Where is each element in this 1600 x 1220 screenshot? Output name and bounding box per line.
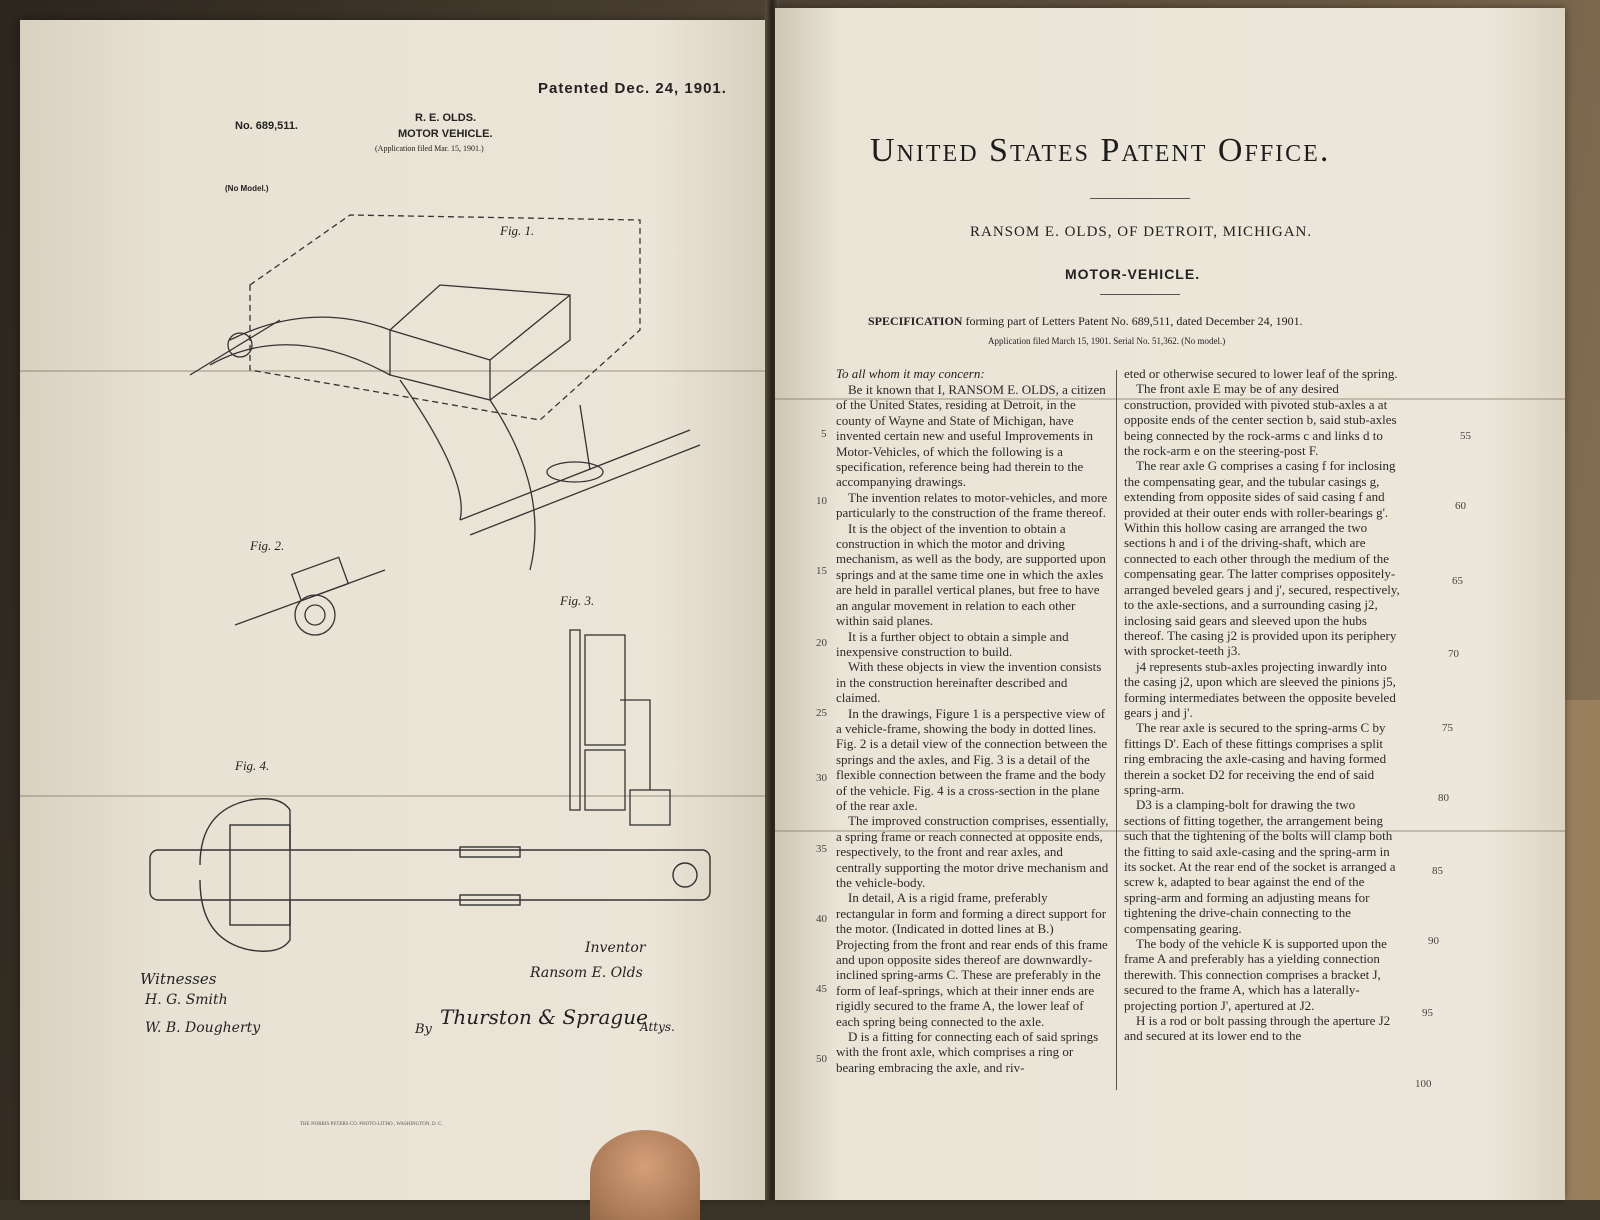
application-note: (Application filed Mar. 15, 1901.) (375, 144, 484, 153)
specification-line (868, 314, 1303, 329)
fig3-label: Fig. 3. (560, 593, 595, 608)
line-number: 55 (1460, 430, 1471, 442)
salutation: To all whom it may concern: (836, 366, 985, 381)
line-number: 65 (1452, 575, 1463, 587)
line-number: 70 (1448, 648, 1459, 660)
spec-paragraph: j4 represents stub-axles projecting inwardly into the casing j2, upon which are sleeved the pinions j5, forming intermediates between the opposite beveled gears j and j'. (1124, 658, 1396, 720)
spec-paragraph: The rear axle G comprises a casing f for inclosing the compensating gear, and the tubular casings g, extending from opposite sides of said casing f and provided at their outer ends with roller-bearings g'. Within this hollow casing are arranged the two sections h and i of the driving-shaft, which are connected to each other through the medium of the compensating gear. The latter comprises oppositely-arranged beveled gears j and j', secured, respectively, to the axle-sections, and a surrounding casing j2, inclosing said gears and sleeved upon the hubs thereof. The casing j2 is provided upon its periphery with sprocket-teeth j3. (1124, 458, 1400, 659)
line-number: 45 (816, 983, 827, 995)
line-number: 100 (1415, 1078, 1432, 1090)
witness-signature-1: H. G. Smith (145, 992, 228, 1008)
spec-lead: SPECIFICATION (868, 314, 963, 328)
spec-paragraph: The body of the vehicle K is supported upon the frame A and preferably has a yielding connection therewith. This connection comprises a bracket J, secured to the frame A, which has a laterally-projecting portion J', apertured at J2. (1124, 936, 1387, 1013)
line-number: 15 (816, 565, 827, 577)
line-number: 10 (816, 495, 827, 507)
spec-paragraph: eted or otherwise secured to lower leaf of the spring. (1124, 366, 1398, 381)
fig2-label: Fig. 2. (250, 538, 285, 553)
thumb (590, 1130, 700, 1220)
line-number: 35 (816, 843, 827, 855)
spec-paragraph: The front axle E may be of any desired construction, provided with pivoted stub-axles a at opposite ends of the center section b, said stub-axles being connected by the rock-arms c and links d to the rock-arm e on the steering-post F. (1124, 381, 1397, 459)
line-number: 95 (1422, 1007, 1433, 1019)
spec-paragraph: In detail, A is a rigid frame, preferably rectangular in form and forming a direct support for the motor. (Indicated in dotted lines at B.) Projecting from the front and rear ends of this frame and upon opposite sides thereof are downwardly-inclined spring-arms C. These are preferably in the form of leaf-springs, which at their inner ends are rigidly secured to the frame A, the lower leaf of each spring being connected to the axle. (836, 890, 1108, 1029)
invention-title: MOTOR-VEHICLE. (1065, 266, 1201, 282)
line-number: 30 (816, 772, 827, 784)
spec-paragraph: Be it known that I, RANSOM E. OLDS, a citizen of the United States, residing at Detroit, in the county of Wayne and State of Michigan, have invented certain new and useful Improvements in Motor-Vehicles, of which the following is a specification, reference being had therein to the accompanying drawings. (836, 382, 1106, 490)
model-note: (No Model.) (225, 184, 269, 193)
patent-number: No. 689,511. (235, 120, 298, 132)
attorney-suffix: Attys. (640, 1020, 675, 1034)
spec-paragraph: In the drawings, Figure 1 is a perspective view of a vehicle-frame, showing the body in dotted lines. Fig. 2 is a detail view of the connection between the springs and the axles, and Fig. 3 is a detail of the flexible connection between the frame and the body of the vehicle. Fig. 4 is a cross-section in the plane of the rear axle. (836, 705, 1108, 813)
fig1-label: Fig. 1. (500, 223, 535, 238)
line-number: 5 (821, 428, 827, 440)
line-number: 25 (816, 707, 827, 719)
line-number: 50 (816, 1053, 827, 1065)
line-number: 90 (1428, 935, 1439, 947)
column-divider (1116, 370, 1117, 1090)
line-number: 40 (816, 913, 827, 925)
witness-signature-2: W. B. Dougherty (145, 1020, 261, 1036)
spec-paragraph: With these objects in view the invention consists in the construction hereinafter described and claimed. (836, 659, 1102, 706)
spec-paragraph: H is a rod or bolt passing through the aperture J2 and secured at its lower end to the (1124, 1013, 1391, 1044)
title-rule (1100, 294, 1180, 295)
line-number: 60 (1455, 500, 1466, 512)
inventor-header: R. E. OLDS. (415, 112, 477, 124)
line-number: 20 (816, 637, 827, 649)
spec-left-column (836, 382, 1109, 1075)
patent-date: Patented Dec. 24, 1901. (538, 80, 727, 97)
spec-paragraph: It is a further object to obtain a simple and inexpensive construction to build. (836, 628, 1069, 659)
inventor-label: Inventor (585, 940, 646, 956)
spec-right-column (1124, 366, 1400, 1044)
spec-paragraph: The invention relates to motor-vehicles, and more particularly to the construction of the frame thereof. (836, 489, 1108, 521)
office-title: United States Patent Office. (870, 132, 1331, 169)
drawing-sheet (20, 20, 765, 1200)
line-number: 80 (1438, 792, 1449, 804)
line-number: 85 (1432, 865, 1443, 877)
witnesses-label: Witnesses (140, 970, 217, 988)
spec-paragraph: The improved construction comprises, essentially, a spring frame or reach connected at opposite ends, respectively, to the front and rear axles, and centrally supporting the motor drive mechanism and the vehicle-body. (836, 813, 1109, 890)
title-rule (1090, 198, 1190, 199)
application-line: Application filed March 15, 1901. Serial No. 51,362. (No model.) (988, 336, 1226, 346)
printer-imprint: THE NORRIS PETERS CO. PHOTO-LITHO., WASHINGTON, D. C. (300, 1122, 443, 1127)
spec-paragraph: It is the object of the invention to obtain a construction in which the motor and driving mechanism, as well as the body, are supported upon springs and at the same time one in which the axles are held in parallel vertical planes, but free to have an angular movement in relation to each other within said planes. (836, 520, 1106, 629)
attorney-signature: Thurston & Sprague (440, 1005, 648, 1029)
figure-2-drawing (215, 530, 415, 670)
inventor-signature: Ransom E. Olds (530, 965, 643, 981)
line-number: 75 (1442, 722, 1453, 734)
invention-header: MOTOR VEHICLE. (398, 128, 493, 140)
attorney-prefix: By (415, 1022, 432, 1037)
inventor-line: RANSOM E. OLDS, OF DETROIT, MICHIGAN. (970, 224, 1313, 240)
spec-paragraph: D is a fitting for connecting each of said springs with the front axle, which comprises a ring or bearing embracing the axle, and riv- (836, 1029, 1099, 1075)
spec-rest: forming part of Letters Patent No. 689,511, dated December 24, 1901. (965, 314, 1303, 328)
fig4-label: Fig. 4. (235, 758, 270, 773)
spec-paragraph: The rear axle is secured to the spring-arms C by fittings D'. Each of these fittings comprises a split ring embracing the axle-casing and having formed therein a socket D2 for receiving the end of said spring-arm. (1124, 720, 1387, 797)
spec-paragraph: D3 is a clamping-bolt for drawing the two sections of fitting together, the arrangement being such that the tightening of the bolts will clamp both the fitting to said axle-casing and the spring-arm in its socket. At the rear end of the socket is arranged a screw k, adapted to bear against the end of the spring-arm and forming an adjusting means for tightening the drive-chain connecting to the compensating gearing. (1124, 797, 1396, 936)
